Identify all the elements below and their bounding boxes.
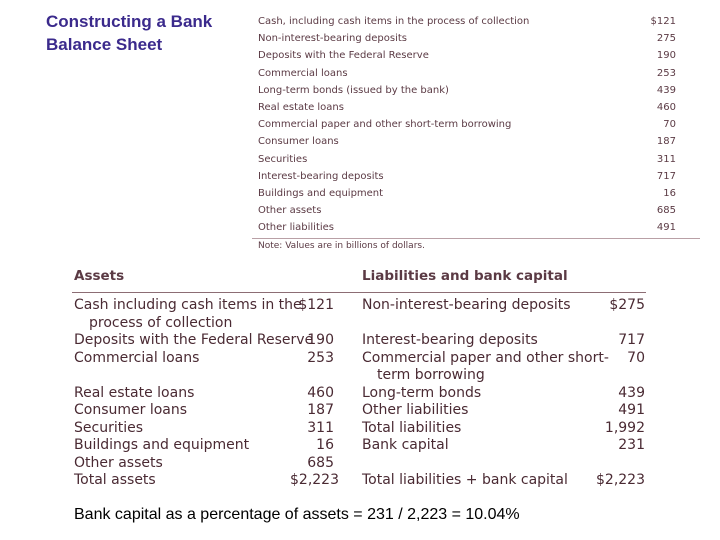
values-row-amount: 439 xyxy=(656,84,676,96)
values-row-label: Deposits with the Federal Reserve xyxy=(258,50,429,62)
values-row-label: Commercial loans xyxy=(258,67,348,79)
slide-title-line-1: Constructing a Bank xyxy=(46,12,213,31)
total-liabilities-capital-label: Total liabilities + bank capital xyxy=(362,472,568,488)
capital-ratio-footer: Bank capital as a percentage of assets = 231 / 2,223 = 10.04% xyxy=(74,506,520,523)
values-row xyxy=(252,202,680,219)
assets-header: Assets xyxy=(74,268,125,284)
values-row-label: Commercial paper and other short-term borrowing xyxy=(258,119,512,131)
values-row-amount: 16 xyxy=(663,187,676,199)
values-row-amount: 70 xyxy=(663,119,676,131)
liability-amount: 717 xyxy=(618,332,645,348)
values-list xyxy=(252,13,680,253)
balance-sheet-header xyxy=(72,266,646,293)
spacer xyxy=(74,367,292,385)
balance-sheet-body xyxy=(72,293,646,497)
asset-label: Consumer loans xyxy=(74,402,188,418)
asset-label: process of collection xyxy=(89,314,233,331)
values-row-label: Cash, including cash items in the process of collection xyxy=(258,16,530,27)
values-row-amount: 275 xyxy=(656,33,676,45)
asset-amount: 16 xyxy=(316,437,334,453)
spacer xyxy=(362,455,612,473)
values-row xyxy=(252,151,680,168)
values-row-amount: 187 xyxy=(656,136,676,148)
values-row xyxy=(252,82,680,99)
values-note: Note: Values are in billions of dollars. xyxy=(258,241,425,252)
values-row-amount: 460 xyxy=(656,101,676,113)
asset-amount: 253 xyxy=(307,349,334,366)
asset-label: Real estate loans xyxy=(74,384,195,401)
liability-label: Non-interest-bearing deposits xyxy=(362,297,571,313)
values-row xyxy=(252,13,680,30)
values-row-amount: 190 xyxy=(656,50,676,62)
values-row-amount: 717 xyxy=(656,170,676,182)
asset-label: Cash including cash items in the xyxy=(74,297,302,313)
slide-title-line-2: Balance Sheet xyxy=(46,35,163,54)
assets-amounts xyxy=(290,297,339,490)
values-row xyxy=(252,30,680,47)
asset-amount: 311 xyxy=(307,419,334,436)
values-row xyxy=(252,47,680,64)
liability-amount: 491 xyxy=(618,402,645,418)
values-row xyxy=(252,133,680,150)
asset-label: Deposits with the Federal Reserve xyxy=(74,332,314,348)
liabilities-labels xyxy=(362,297,612,490)
liability-label: Other liabilities xyxy=(362,402,469,418)
spacer xyxy=(290,315,334,333)
values-row xyxy=(252,168,680,185)
liability-amount: 1,992 xyxy=(604,419,645,436)
liability-amount: 70 xyxy=(627,349,645,366)
liability-label: Commercial paper and other short- xyxy=(362,349,609,366)
asset-label: Commercial loans xyxy=(74,349,200,366)
values-row-label: Securities xyxy=(258,153,308,165)
values-row-amount: $121 xyxy=(650,16,676,27)
values-row-amount: 685 xyxy=(656,205,676,217)
values-row-label: Consumer loans xyxy=(258,136,339,148)
values-row-label: Other assets xyxy=(258,205,322,217)
liability-label: Total liabilities xyxy=(362,419,462,436)
liability-label: Interest-bearing deposits xyxy=(362,332,538,348)
liabilities-amounts xyxy=(582,297,645,490)
values-row-label: Interest-bearing deposits xyxy=(258,170,384,182)
values-row xyxy=(252,99,680,116)
values-row xyxy=(252,219,680,236)
spacer xyxy=(362,315,612,333)
values-row-label: Non-interest-bearing deposits xyxy=(258,33,407,45)
spacer xyxy=(582,315,645,333)
liability-amount: 231 xyxy=(618,437,645,453)
asset-amount: 460 xyxy=(307,384,334,401)
asset-label: Securities xyxy=(74,419,144,436)
liability-label: Bank capital xyxy=(362,437,449,453)
liability-amount: $275 xyxy=(609,297,645,313)
values-row-label: Other liabilities xyxy=(258,222,335,234)
balance-sheet xyxy=(72,266,646,497)
total-assets-label: Total assets xyxy=(74,472,156,488)
asset-label: Other assets xyxy=(74,454,163,471)
values-row xyxy=(252,185,680,202)
values-row xyxy=(252,65,680,82)
values-row-amount: 253 xyxy=(656,67,676,79)
liability-label: Long-term bonds xyxy=(362,384,482,401)
asset-amount: 190 xyxy=(307,332,334,348)
total-liabilities-capital-amount: $2,223 xyxy=(596,472,645,488)
values-row-label: Long-term bonds (issued by the bank) xyxy=(258,84,449,96)
liabilities-header: Liabilities and bank capital xyxy=(362,268,568,284)
asset-label: Buildings and equipment xyxy=(74,437,250,453)
values-row-label: Real estate loans xyxy=(258,101,344,113)
asset-amount: 187 xyxy=(307,402,334,418)
spacer xyxy=(582,455,645,473)
liability-label: term borrowing xyxy=(377,367,485,383)
values-row xyxy=(252,116,680,133)
spacer xyxy=(290,367,334,385)
values-row-label: Buildings and equipment xyxy=(258,187,384,199)
slide-title xyxy=(46,10,212,56)
assets-labels xyxy=(74,297,314,490)
values-row-amount: 491 xyxy=(656,222,676,234)
liability-amount: 439 xyxy=(618,384,645,401)
total-assets-amount: $2,223 xyxy=(290,472,339,488)
asset-amount: 685 xyxy=(307,454,334,471)
asset-amount: $121 xyxy=(298,297,334,313)
values-row-amount: 311 xyxy=(656,153,676,165)
spacer xyxy=(582,367,645,385)
